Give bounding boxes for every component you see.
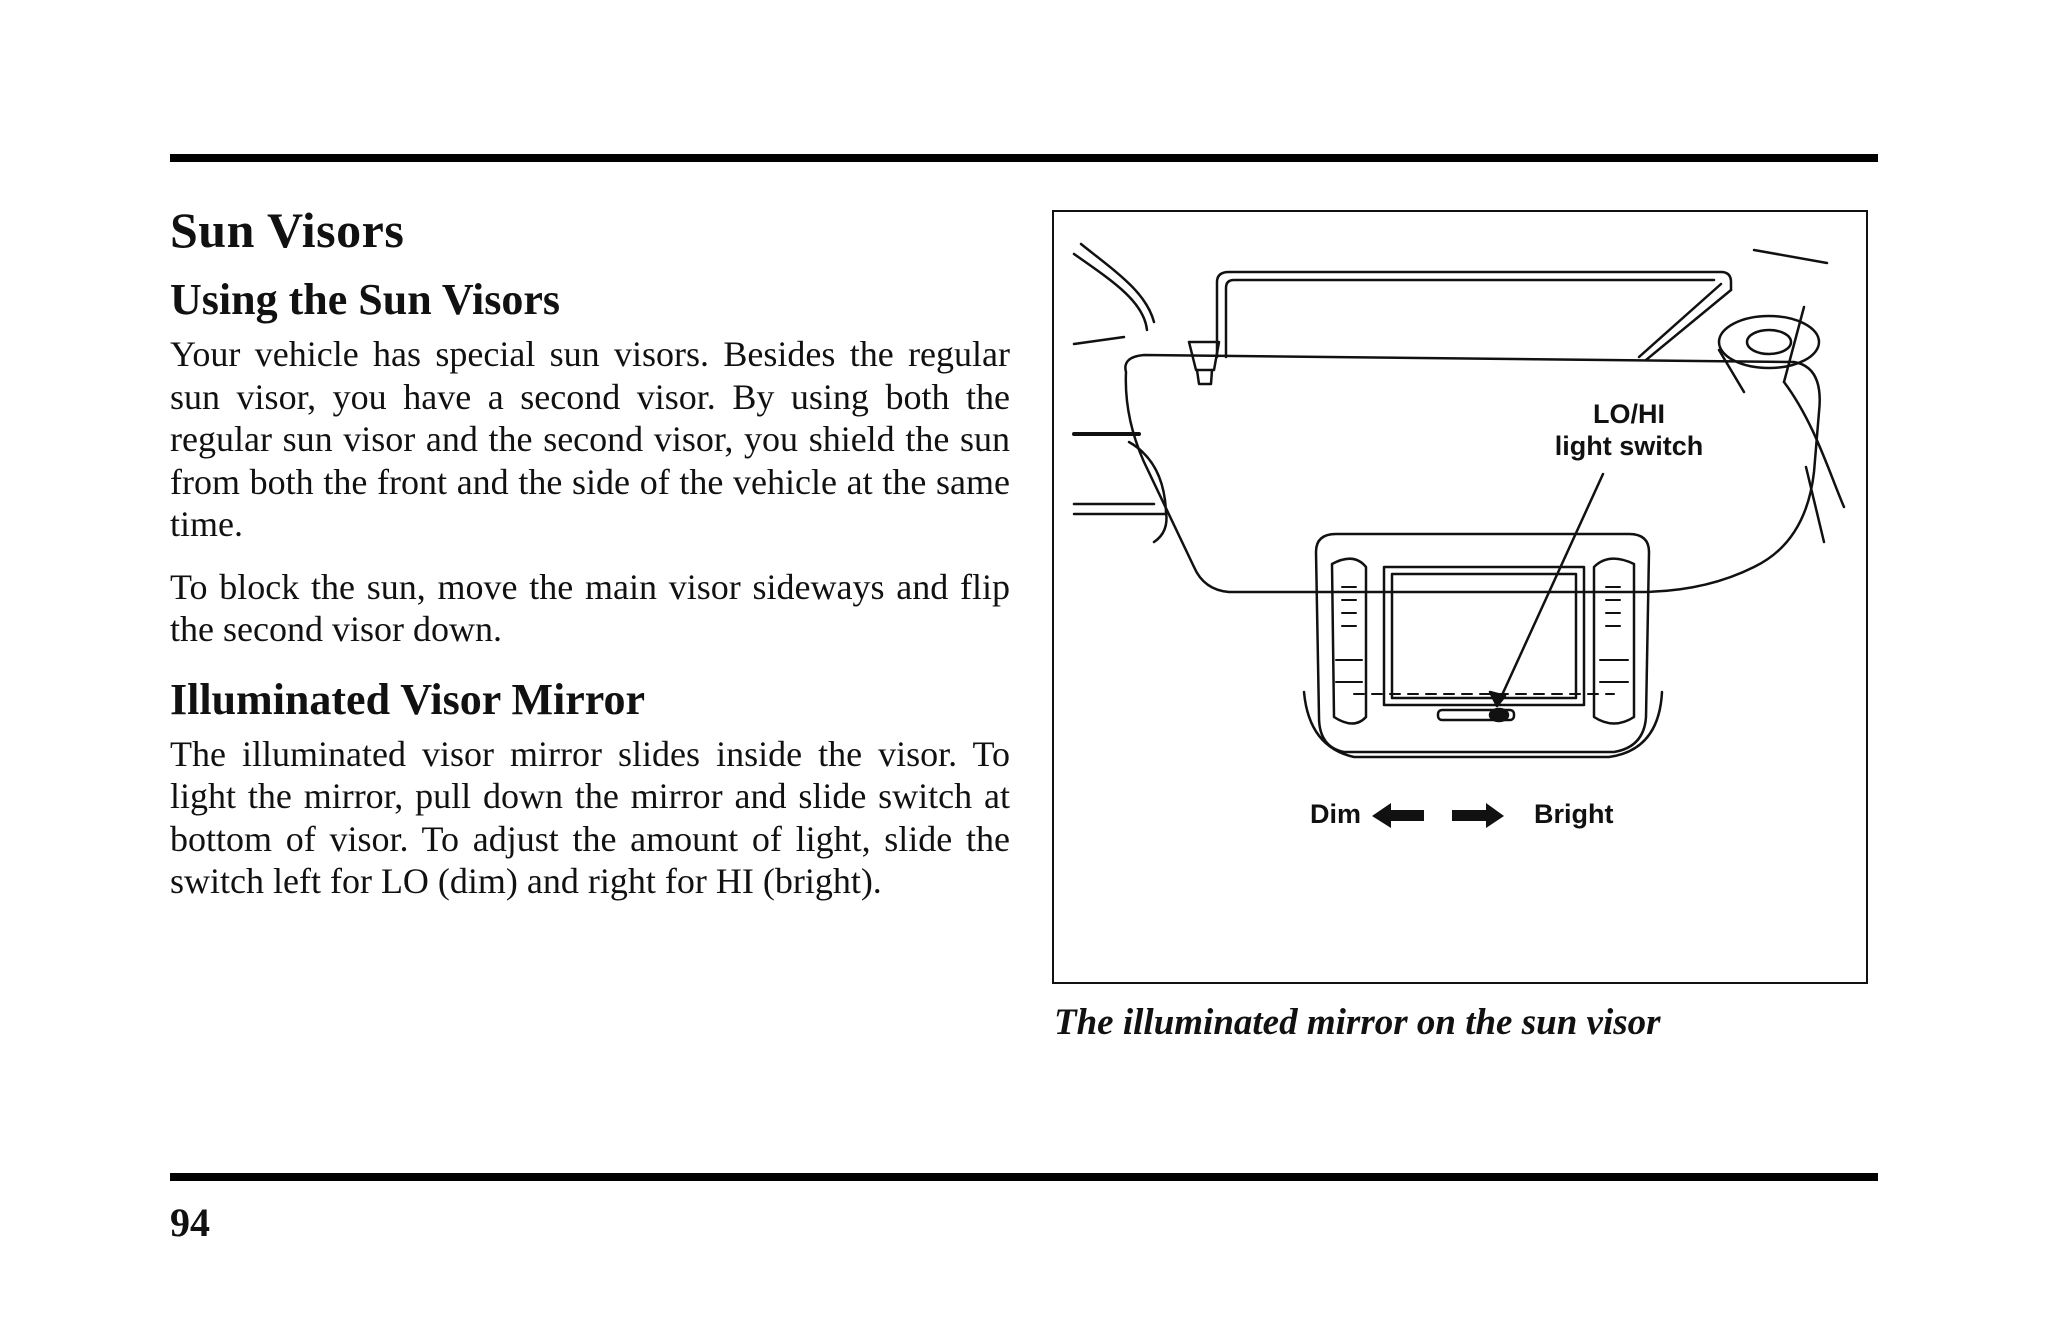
using-paragraph-1: Your vehicle has special sun visors. Besides the regular sun visor, you have a second visor. By using both the regular sun visor and the second visor, you shield the sun from both the front and the side of the vehicle at the same time. xyxy=(170,334,1010,544)
visor-illustration xyxy=(1052,210,1868,984)
bright-label: Bright xyxy=(1534,799,1614,829)
top-rule xyxy=(170,154,1878,162)
page-number: 94 xyxy=(170,1200,210,1245)
dim-label: Dim xyxy=(1310,799,1362,829)
mirror-paragraph-1: The illuminated visor mirror slides inside the visor. To light the mirror, pull down the mirror and slide switch at bottom of visor. To adjust the amount of light, slide the switch left for LO (dim) and right for HI (bright). xyxy=(170,733,1010,901)
illuminated-mirror-heading: Illuminated Visor Mirror xyxy=(170,674,646,724)
sun-visor-drawing xyxy=(1054,212,1870,986)
text-column xyxy=(170,195,1010,923)
bottom-rule xyxy=(170,1173,1878,1181)
section-title: Sun Visors xyxy=(170,202,405,258)
switch-label-line-1: LO/HI xyxy=(1593,399,1665,429)
switch-label-line-2: light switch xyxy=(1554,431,1704,461)
using-sun-visors-heading: Using the Sun Visors xyxy=(170,275,561,324)
figure-caption: The illuminated mirror on the sun visor xyxy=(1054,1002,1661,1043)
using-paragraph-2: To block the sun, move the main visor sideways and flip the second visor down. xyxy=(170,566,1010,649)
lo-hi-switch-label xyxy=(1509,398,1749,462)
